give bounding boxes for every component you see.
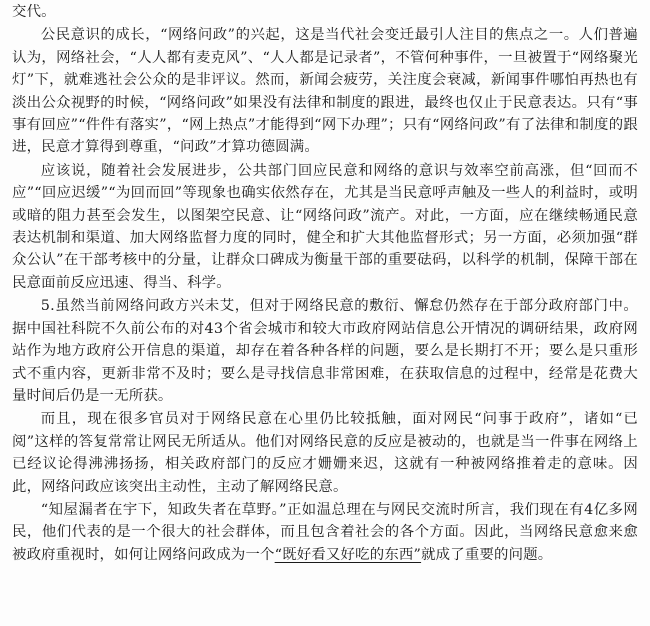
paragraph: 应该说，随着社会发展进步，公共部门回应民意和网络的意识与效率空前高涨，但“回而不应”“回应迟缓”“为回而回”等现象也确实依然存在，尤其是当民意呼声触及一些人的利益时，或明或暗的阻力甚至会发生，以图架空民意、让“网络问政”流产。对此，一方面，应在继续畅通民意表达机制和渠道、加大网络监督力度的同时，健全和扩大其他监督形式；另一方面，必须加强“群众公认”在干部考核中的分量，让群众口碑成为衡量干部的重要砝码，以科学的机制，保障干部在民意面前反应迅速、得当、科学。 — [12, 162, 638, 291]
paragraph: 5.虽然当前网络问政方兴未艾，但对于网络民意的敷衍、懈怠仍然存在于部分政府部门中。据中国社科院不久前公布的对43个省会城市和较大市政府网站信息公开情况的调研结果，政府网站作为地方政府公开信息的渠道，却存在着各种各样的问题，要么是长期打不开；要么是只重形式不重内容，更新非常不及时；要么是寻找信息非常困难，在获取信息的过程中，经常是花费大量时间后仍是一无所获。 — [12, 298, 638, 404]
paragraph: 而且，现在很多官员对于网络民意在心里仍比较抵触，面对网民“问事于政府”，诸如“已阅”这样的答复常常让网民无所适从。他们对网络民意的反应是被动的，也就是当一件事在网络上已经议论得沸沸扬扬，相关政府部门的反应才姗姗来迟，这就有一种被网络推着走的意味。因此，网络问政应该突出主动性，主动了解网络民意。 — [12, 411, 638, 495]
paragraph — [12, 499, 638, 566]
underlined-phrase: “既好看又好吃的东西” — [274, 546, 422, 563]
paragraph-fragment: 交代。 — [12, 4, 56, 20]
paragraph: 公民意识的成长，“网络问政”的兴起，这是当代社会变迁最引人注目的焦点之一。人们普遍认为，网络社会，“人人都有麦克风”、“人人都是记录者”，不管何种事件，一旦被置于“网络聚光灯”下，就难逃社会公众的是非评议。然而，新闻会疲劳，关注度会衰减，新闻事件哪怕再热也有淡出公众视野的时候，“网络问政”如果没有法律和制度的跟进，最终也仅止于民意表达。只有“事事有回应”“件件有落实”，“网上热点”才能得到“网下办理”；只有“网络问政”有了法律和制度的跟进，民意才算得到尊重，“问政”才算功德圆满。 — [12, 27, 638, 156]
paragraph-text: 就成了重要的问题。 — [421, 546, 553, 563]
paragraph-text: “知屋漏者在宇下，知政失者在草野。”正如温总理在与网民交流时所言，我们现在有4亿多网民，他们代表的是一个很大的社会群体，而且包含着社会的各个方面。因此，当网络民意愈来愈被政府重视时，如何让网络问政成为一个 — [12, 501, 638, 563]
